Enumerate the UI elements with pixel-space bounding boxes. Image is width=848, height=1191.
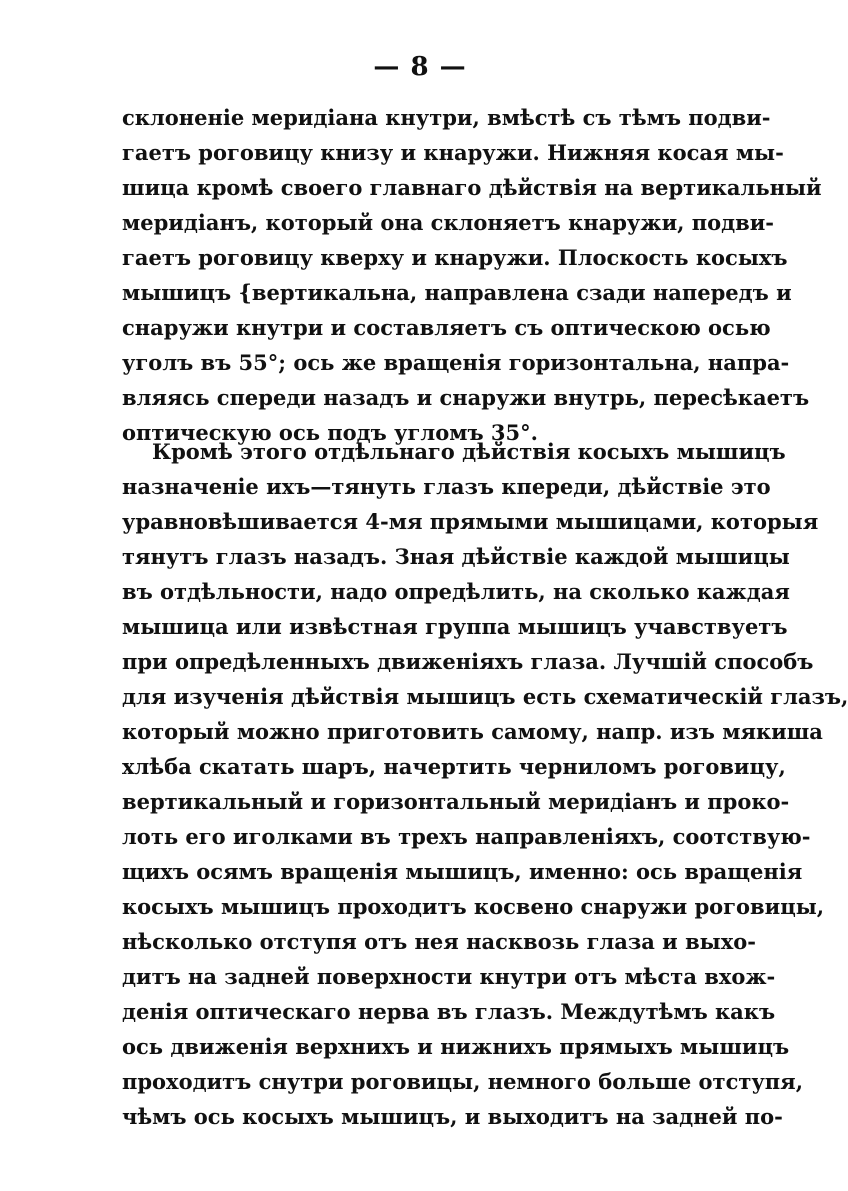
text-line: хлѣба скатать шаръ, начертить черниломъ роговицу, bbox=[122, 754, 786, 779]
text-line: гаетъ роговицу книзу и кнаружи. Нижняя косая мы- bbox=[122, 140, 784, 165]
text-line: Кромѣ этого отдѣльнаго дѣйствія косыхъ мышицъ bbox=[152, 439, 786, 464]
text-line: мышица или извѣстная группа мышицъ учавствуетъ bbox=[122, 614, 788, 639]
page-number: — 8 — bbox=[373, 52, 467, 82]
paragraph-1 bbox=[122, 100, 822, 450]
text-line: меридіанъ, который она склоняетъ кнаружи, подви- bbox=[122, 210, 775, 235]
paragraph-2 bbox=[122, 434, 848, 1134]
text-line: денія оптическаго нерва въ глазъ. Междутѣмъ какъ bbox=[122, 999, 776, 1024]
text-line: шица кромѣ своего главнаго дѣйствія на вертикальный bbox=[122, 175, 822, 200]
text-line: уравновѣшивается 4-мя прямыми мышицами, которыя bbox=[122, 509, 819, 534]
text-line: щихъ осямъ вращенія мышицъ, именно: ось вращенія bbox=[122, 859, 803, 884]
text-line: вертикальный и горизонтальный меридіанъ и проко- bbox=[122, 789, 790, 814]
text-line: уголъ въ 55°; ось же вращенія горизонтальна, напра- bbox=[122, 350, 790, 375]
text-line: оптическую ось подъ угломъ 35°. bbox=[122, 420, 538, 445]
text-line: для изученія дѣйствія мышицъ есть схематическій глазъ, bbox=[122, 684, 848, 709]
text-line: лоть его иголками въ трехъ направленіяхъ, соотствую- bbox=[122, 824, 811, 849]
text-line: при опредѣленныхъ движеніяхъ глаза. Лучшій способъ bbox=[122, 649, 814, 674]
text-line: ось движенія верхнихъ и нижнихъ прямыхъ мышицъ bbox=[122, 1034, 790, 1059]
text-line: мышицъ {вертикальна, направлена сзади напередъ и bbox=[122, 280, 792, 305]
text-line: проходитъ снутри роговицы, немного больше отступя, bbox=[122, 1069, 804, 1094]
text-line: дитъ на задней поверхности кнутри отъ мѣста вхож- bbox=[122, 964, 776, 989]
text-line: склоненіе меридіана кнутри, вмѣстѣ съ тѣмъ подви- bbox=[122, 105, 771, 130]
text-line: снаружи кнутри и составляетъ съ оптическою осью bbox=[122, 315, 771, 340]
text-line: чѣмъ ось косыхъ мышицъ, и выходитъ на задней по- bbox=[122, 1104, 783, 1129]
text-line: въ отдѣльности, надо опредѣлить, на сколько каждая bbox=[122, 579, 790, 604]
text-line: назначеніе ихъ—тянуть глазъ кпереди, дѣйствіе это bbox=[122, 474, 771, 499]
text-line: гаетъ роговицу кверху и кнаружи. Плоскость косыхъ bbox=[122, 245, 788, 270]
text-line: вляясь спереди назадъ и снаружи внутрь, пересѣкаетъ bbox=[122, 385, 810, 410]
text-line: косыхъ мышицъ проходитъ косвено снаружи роговицы, bbox=[122, 894, 825, 919]
text-line: нѣсколько отступя отъ нея насквозь глаза и выхо- bbox=[122, 929, 756, 954]
text-line: тянутъ глазъ назадъ. Зная дѣйствіе каждой мышицы bbox=[122, 544, 790, 569]
text-line: который можно приготовить самому, напр. изъ мякиша bbox=[122, 719, 823, 744]
